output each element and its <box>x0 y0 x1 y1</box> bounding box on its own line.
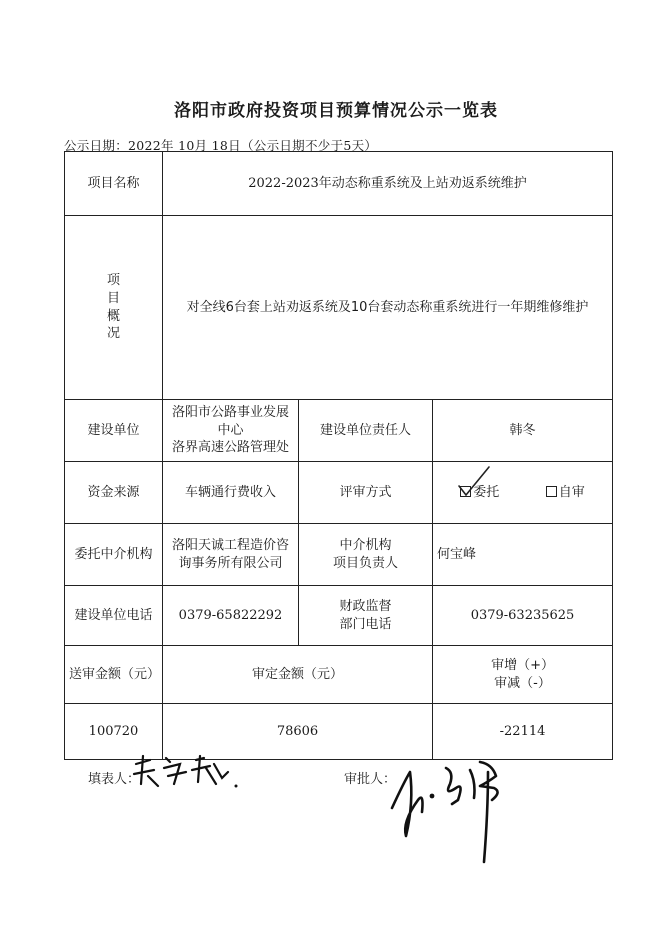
review-option-entrust[interactable] <box>460 484 499 502</box>
finance-phone-value: 0379-63235625 <box>433 586 613 646</box>
agency-leader-label-line: 项目负责人 <box>332 555 398 571</box>
table-row-funding <box>65 462 613 524</box>
overview-label-char: 况 <box>106 326 120 342</box>
builder-label: 建设单位 <box>65 400 163 462</box>
table-row-amount-header <box>65 646 613 704</box>
finance-phone-label-line: 财政监督 <box>339 598 392 614</box>
submitted-amount-value: 100720 <box>65 704 163 760</box>
funding-label: 资金来源 <box>65 462 163 524</box>
page-title: 洛阳市政府投资项目预算情况公示一览表 <box>174 101 498 121</box>
builder-value-line: 洛界高速公路管理处 <box>171 440 289 456</box>
project-name-label: 项目名称 <box>65 152 163 216</box>
approved-amount-value: 78606 <box>163 704 433 760</box>
publication-date: 公示日期：2022年 10月 18日（公示日期不少于5天） <box>64 138 378 153</box>
agency-label: 委托中介机构 <box>65 524 163 586</box>
finance-phone-label <box>299 586 433 646</box>
agency-value <box>163 524 299 586</box>
builder-phone-value: 0379-65822292 <box>163 586 299 646</box>
review-method-options <box>433 462 613 524</box>
submitted-amount-header: 送审金额（元） <box>65 646 163 704</box>
difference-header-line: 审增（+） <box>491 657 554 673</box>
builder-person-label: 建设单位责任人 <box>299 400 433 462</box>
difference-header <box>433 646 613 704</box>
approver-label: 审批人： <box>344 772 397 787</box>
agency-leader-label <box>299 524 433 586</box>
review-method-label: 评审方式 <box>299 462 433 524</box>
table-row-agency <box>65 524 613 586</box>
table-row-builder <box>65 400 613 462</box>
difference-header-line: 审减（-） <box>494 675 551 691</box>
budget-table <box>64 151 613 760</box>
table-row-project-name <box>65 152 613 216</box>
entrust-checkbox[interactable] <box>460 486 471 497</box>
overview-label <box>65 216 163 400</box>
table-row-phone <box>65 586 613 646</box>
overview-label-char: 概 <box>106 308 120 324</box>
entrust-label: 委托 <box>473 484 500 500</box>
review-option-self[interactable] <box>546 484 585 502</box>
builder-person-value: 韩冬 <box>433 400 613 462</box>
builder-phone-label: 建设单位电话 <box>65 586 163 646</box>
agency-leader-value: 何宝峰 <box>433 524 613 586</box>
agency-value-line: 询事务所有限公司 <box>178 555 283 571</box>
approved-amount-header: 审定金额（元） <box>163 646 433 704</box>
self-review-label: 自审 <box>558 484 585 500</box>
filler-label: 填表人： <box>88 772 141 787</box>
table-row-overview <box>65 216 613 400</box>
self-review-checkbox[interactable] <box>546 486 557 497</box>
builder-value-line: 中心 <box>217 422 244 438</box>
approver-signature <box>384 752 524 872</box>
table-row-amount-values <box>65 704 613 760</box>
funding-value: 车辆通行费收入 <box>163 462 299 524</box>
agency-value-line: 洛阳天诚工程造价咨 <box>171 537 289 553</box>
agency-leader-label-line: 中介机构 <box>339 537 392 553</box>
builder-value <box>163 400 299 462</box>
overview-label-char: 项 <box>106 273 120 289</box>
overview-value: 对全线6台套上站劝返系统及10台套动态称重系统进行一年期维修维护 <box>163 216 613 400</box>
builder-value-line: 洛阳市公路事业发展 <box>171 405 289 421</box>
difference-value: -22114 <box>433 704 613 760</box>
project-name-value: 2022-2023年动态称重系统及上站劝返系统维护 <box>163 152 613 216</box>
finance-phone-label-line: 部门电话 <box>339 616 392 632</box>
overview-label-char: 目 <box>106 290 120 306</box>
